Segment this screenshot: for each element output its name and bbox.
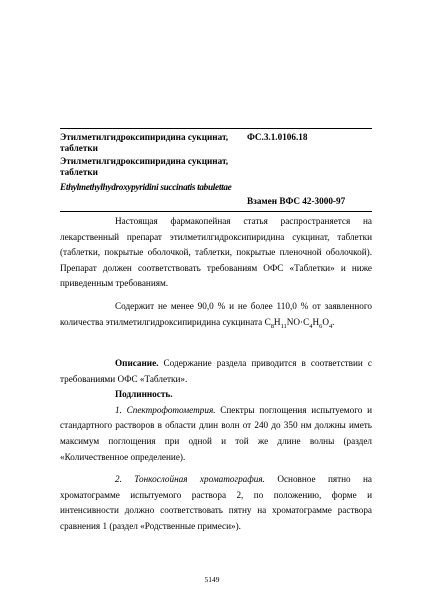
monograph-body	[60, 214, 372, 535]
monograph-code: ФС.3.1.0106.18	[247, 132, 308, 142]
identity-item-1-text: Спектры поглощения испытуемого и стандартного растворов в области длин волн от 240 до 350 нм должны иметь максимум поглощения при одной и той же длине волны (раздел «Количественное определение).	[60, 404, 372, 462]
identity-item-2-label: 2. Тонкослойная хроматография.	[115, 474, 265, 485]
identity-item-1	[60, 403, 372, 465]
monograph-title-latin: Ethylmethylhydroxypyridini succinatis tabulettae	[60, 182, 232, 192]
page-number: 5149	[204, 575, 220, 584]
header-top-rule	[60, 128, 372, 129]
intro-paragraph: Настоящая фармакопейная статья распространяется на лекарственный препарат этилметилгидроксипиридина сукцинат, таблетки (таблетки, покрытые оболочкой, таблетки, покрытые пленочной оболочкой). Препарат должен соответствовать требованиям ОФС «Таблетки» и ниже приведенным требованиям.	[60, 216, 372, 289]
description-text: Содержание раздела приводится в соответствии с требованиями ОФС «Таблетки».	[60, 357, 372, 384]
content-text: Содержит не менее 90,0 % и не более 110,0 % от заявленного количества этилметилгидроксипиридина сукцината	[60, 300, 372, 327]
monograph-title-ru-secondary: Этилметилгидроксипиридина сукцинат, таблетки	[60, 156, 229, 177]
identity-item-2	[60, 472, 372, 534]
replaces-note: Взамен ВФС 42-3000-97	[247, 196, 346, 206]
description-paragraph	[60, 356, 372, 387]
monograph-title-ru: Этилметилгидроксипиридина сукцинат, таблетки	[60, 132, 229, 153]
identity-heading: Подлинность.	[115, 389, 173, 400]
header-bottom-rule	[60, 211, 372, 212]
identity-item-2-text: Основное пятно на хроматограмме испытуемого раствора 2, по положению, форме и интенсивности должно соответствовать пятну на хроматограмме раствора сравнения 1 (раздел «Родственные примеси»).	[60, 474, 372, 531]
identity-item-1-label: 1. Спектрофотометрия.	[115, 404, 216, 415]
chemical-formula: $C_8H_{11}NO\cdot C_4H_6O_4$.	[264, 316, 335, 330]
content-paragraph	[60, 299, 372, 334]
description-label: Описание.	[115, 357, 159, 368]
